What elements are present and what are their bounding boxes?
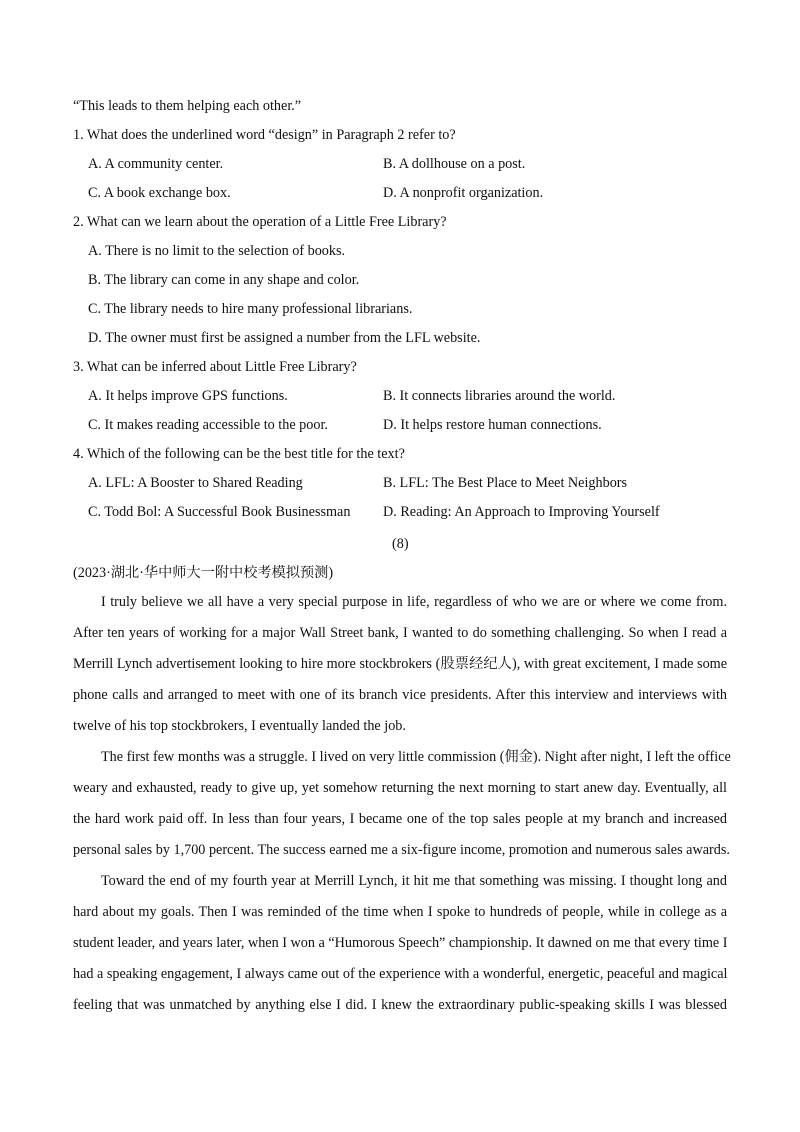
- source-line: (2023·湖北·华中师大一附中校考模拟预测): [73, 565, 334, 581]
- question-1-option-b: B. A dollhouse on a post.: [383, 156, 526, 172]
- question-2-option-b: B. The library can come in any shape and color.: [88, 272, 360, 288]
- question-2-stem: 2. What can we learn about the operation of a Little Free Library?: [73, 214, 447, 230]
- question-2-option-d: D. The owner must first be assigned a number from the LFL website.: [88, 330, 481, 346]
- question-1-option-c: C. A book exchange box.: [88, 185, 231, 201]
- passage-line: twelve of his top stockbrokers, I eventually landed the job.: [73, 718, 406, 734]
- passage-line: had a speaking engagement, I always came out of the experience with a wonderful, energetic, peaceful and magical: [73, 966, 728, 982]
- passage-line: After ten years of working for a major Wall Street bank, I wanted to do something challenging. So when I read a: [73, 625, 727, 641]
- question-2-option-c: C. The library needs to hire many professional librarians.: [88, 301, 413, 317]
- question-4-option-b: B. LFL: The Best Place to Meet Neighbors: [383, 475, 628, 491]
- passage-line: phone calls and arranged to meet with one of its branch vice presidents. After this interview and interviews with: [73, 687, 727, 703]
- question-4-option-c: C. Todd Bol: A Successful Book Businessman: [88, 504, 351, 520]
- section-number: (8): [392, 536, 409, 552]
- passage-line: I truly believe we all have a very special purpose in life, regardless of who we are or where we come from.: [101, 594, 727, 610]
- passage-line: The first few months was a struggle. I lived on very little commission (佣金). Night after night, I left the office: [101, 749, 731, 765]
- question-3-option-c: C. It makes reading accessible to the poor.: [88, 417, 328, 433]
- passage-line: weary and exhausted, ready to give up, yet somehow returning the next morning to start anew day. Eventually, all: [73, 780, 727, 796]
- passage-line: Merrill Lynch advertisement looking to hire more stockbrokers (股票经纪人), with great excitement, I made some: [73, 656, 727, 672]
- question-1-option-a: A. A community center.: [88, 156, 224, 172]
- question-2-option-a: A. There is no limit to the selection of books.: [88, 243, 346, 259]
- question-4-stem: 4. Which of the following can be the best title for the text?: [73, 446, 405, 462]
- passage-line: hard about my goals. Then I was reminded of the time when I spoke to hundreds of people, while in college as a: [73, 904, 727, 920]
- question-3-option-d: D. It helps restore human connections.: [383, 417, 602, 433]
- question-3-stem: 3. What can be inferred about Little Free Library?: [73, 359, 357, 375]
- question-3-option-a: A. It helps improve GPS functions.: [88, 388, 288, 404]
- question-1-option-d: D. A nonprofit organization.: [383, 185, 544, 201]
- question-1-stem: 1. What does the underlined word “design” in Paragraph 2 refer to?: [73, 127, 456, 143]
- passage-line: the hard work paid off. In less than four years, I became one of the top sales people at my branch and increased: [73, 811, 727, 827]
- passage-line: personal sales by 1,700 percent. The success earned me a six-figure income, promotion and numerous sales awards.: [73, 842, 730, 858]
- question-4-option-d: D. Reading: An Approach to Improving Yourself: [383, 504, 660, 520]
- question-3-option-b: B. It connects libraries around the world.: [383, 388, 616, 404]
- passage-line: feeling that was unmatched by anything else I did. I knew the extraordinary public-speaking skills I was blessed: [73, 997, 727, 1013]
- question-4-option-a: A. LFL: A Booster to Shared Reading: [88, 475, 303, 491]
- passage-line: Toward the end of my fourth year at Merrill Lynch, it hit me that something was missing. I thought long and: [101, 873, 727, 889]
- passage-line: student leader, and years later, when I won a “Humorous Speech” championship. It dawned on me that every time I: [73, 935, 728, 951]
- intro-line: “This leads to them helping each other.”: [73, 98, 302, 114]
